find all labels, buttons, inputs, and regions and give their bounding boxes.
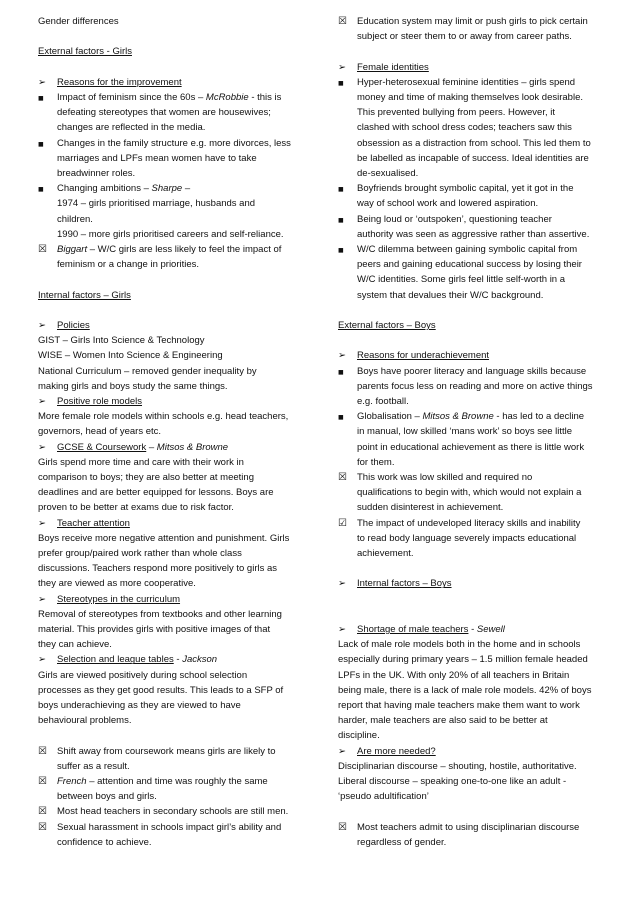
bullet-line: in manual, low skilled ‘mans work’ so boys see little <box>357 426 573 438</box>
bullet-item <box>38 318 308 333</box>
spacer <box>338 804 608 819</box>
arrow-bullet-icon: ➢ <box>38 396 46 408</box>
text-line: discussions. Teachers respond more positively to girls as <box>38 563 278 575</box>
square-bullet-icon: ■ <box>338 216 344 224</box>
spacer <box>338 592 608 607</box>
bullet-line: system that devalues their W/C background. <box>357 289 544 301</box>
bullet-line: achievement. <box>357 548 414 560</box>
bullet-item <box>38 820 308 850</box>
bullet-line: peers and gaining educational success by losing their <box>357 259 582 271</box>
cross-box-icon: ☒ <box>38 745 47 757</box>
section-heading: Internal factors – Girls <box>38 289 131 301</box>
bullet-line: Education system may limit or push girls to pick certain <box>357 16 588 27</box>
bullet-item <box>38 75 308 90</box>
bullet-item <box>338 242 608 303</box>
text-line: report that having male teachers make them want to work <box>338 700 580 712</box>
text-line: discipline. <box>338 730 380 742</box>
bullet-item <box>338 60 608 75</box>
bullet-line: Internal factors – Boys <box>357 578 452 590</box>
bullet-line: Impact of feminism since the 60s – McRobbie - this is <box>57 91 282 103</box>
bullet-item <box>338 409 608 470</box>
text-line: LPFs in the UK. With only 20% of all teachers in Britain <box>338 669 570 681</box>
bullet-line: Teacher attention <box>57 517 130 529</box>
bullet-line: qualifications to begin with, which would not explain a <box>357 487 582 499</box>
section-heading: External factors - Girls <box>38 46 132 58</box>
arrow-bullet-icon: ➢ <box>338 745 346 757</box>
text-line: harder, male teachers are also said to be better at <box>338 715 548 727</box>
square-bullet-icon: ■ <box>38 94 44 102</box>
bullet-line: de-sexualised. <box>357 168 419 180</box>
text-line: making girls and boys study the same things. <box>38 380 228 392</box>
bullet-line: Positive role models <box>57 396 143 408</box>
text-line: deadlines and are better equipped for lessons. Boys are <box>38 487 274 499</box>
bullet-line: Changing ambitions – Sharpe – <box>57 183 191 195</box>
spacer <box>38 303 308 318</box>
bullet-line: money and time of making themselves look desirable. <box>357 92 584 103</box>
bullet-item <box>38 440 308 455</box>
section-heading: External factors – Boys <box>338 320 436 332</box>
square-bullet-icon: ■ <box>38 140 44 148</box>
bullet-line: Shortage of male teachers - Sewell <box>357 624 505 636</box>
text-line: GIST – Girls Into Science & Technology <box>38 335 205 347</box>
bullet-line: for them. <box>357 456 395 468</box>
cross-box-icon: ☒ <box>338 472 347 484</box>
bullet-item <box>338 622 608 637</box>
square-bullet-icon: ■ <box>38 186 44 194</box>
bullet-line: Reasons for the improvement <box>57 76 182 88</box>
arrow-bullet-icon: ➢ <box>38 320 46 331</box>
bullet-item <box>38 181 308 242</box>
bullet-line: defeating stereotypes that women are housewives; <box>57 107 271 119</box>
square-bullet-icon: ■ <box>338 414 344 422</box>
bullet-item <box>338 212 608 242</box>
bullet-item <box>38 774 308 804</box>
bullet-line: parents focus less on reading and more on active things <box>357 380 593 392</box>
bullet-line: clashed with school dress codes; teachers saw this <box>357 122 572 134</box>
bullet-line: W/C dilemma between gaining symbolic capital from <box>357 244 578 256</box>
bullet-line: confidence to achieve. <box>57 836 152 848</box>
text-line: they are viewed as more cooperative. <box>38 578 196 590</box>
bullet-item <box>338 181 608 211</box>
bullet-line: Shift away from coursework means girls are likely to <box>57 745 276 757</box>
bullet-line: Are more needed? <box>357 745 436 757</box>
bullet-line: feminism or a change in priorities. <box>57 259 200 271</box>
bullet-line: subject or steer them to or away from career paths. <box>357 31 572 43</box>
bullet-line: Sexual harassment in schools impact girl’s ability and <box>57 821 282 833</box>
bullet-line: Being loud or ‘outspoken’, questioning teacher <box>357 213 552 225</box>
bullet-line: GCSE & Coursework – Mitsos & Browne <box>57 441 229 453</box>
bullet-item <box>338 364 608 410</box>
text-line: Removal of stereotypes from textbooks and other learning <box>38 608 282 620</box>
bullet-line: Policies <box>57 320 90 331</box>
text-line: Gender differences <box>38 16 119 27</box>
bullet-line: way of school work and lowered aspiration. <box>357 198 539 210</box>
left-column <box>38 14 308 850</box>
spacer <box>338 607 608 622</box>
bullet-line: authority was seen as aggressive rather than assertive. <box>357 228 590 240</box>
text-line: Lack of male role models both in the home and in schools <box>338 639 581 651</box>
text-line: material. This provides girls with positive images of that <box>38 624 271 636</box>
arrow-bullet-icon: ➢ <box>338 624 346 636</box>
bullet-line: Reasons for underachievement <box>357 350 490 362</box>
arrow-bullet-icon: ➢ <box>38 593 46 605</box>
text-line: More female role models within schools e.g. head teachers, <box>38 411 289 423</box>
text-line: processes as they get good results. This leads to a SFP of <box>38 684 284 696</box>
arrow-bullet-icon: ➢ <box>38 441 46 453</box>
arrow-bullet-icon: ➢ <box>338 61 346 73</box>
bullet-line: Boyfriends brought symbolic capital, yet it got in the <box>357 183 574 195</box>
spacer <box>338 561 608 576</box>
arrow-bullet-icon: ➢ <box>38 654 46 666</box>
bullet-item <box>38 652 308 667</box>
bullet-line: sudden disinterest in achievement. <box>357 502 504 514</box>
text-line: Girls spend more time and care with their work in <box>38 456 244 468</box>
bullet-line: Globalisation – Mitsos & Browne - has led to a decline <box>357 411 585 423</box>
bullet-line: point in educational achievement as there is little work <box>357 441 585 453</box>
bullet-item <box>38 136 308 182</box>
spacer <box>38 60 308 75</box>
text-line: Liberal discourse – speaking one-to-one like an adult - <box>338 776 567 788</box>
text-line: governors, head of years etc. <box>38 426 162 438</box>
spacer <box>338 303 608 318</box>
arrow-bullet-icon: ➢ <box>38 76 46 88</box>
text-line: National Curriculum – removed gender inequality by <box>38 365 257 377</box>
bullet-line: obsession as a distraction from school. This led them to <box>357 137 591 149</box>
cross-box-icon: ☒ <box>38 806 47 818</box>
bullet-item <box>38 394 308 409</box>
bullet-line: Hyper-heterosexual feminine identities – girls spend <box>357 76 576 88</box>
bullet-line: breadwinner roles. <box>57 168 136 179</box>
arrow-bullet-icon: ➢ <box>338 350 346 362</box>
bullet-line: Boys have poorer literacy and language skills because <box>357 365 587 377</box>
bullet-line: Female identities <box>357 61 429 73</box>
bullet-item <box>338 14 608 44</box>
square-bullet-icon: ■ <box>338 368 344 376</box>
cross-box-icon: ☒ <box>338 821 347 833</box>
bullet-item <box>338 744 608 759</box>
text-line: prefer group/paired work rather than whole class <box>38 548 242 560</box>
square-bullet-icon: ■ <box>338 79 344 87</box>
text-line: being male, there is a lack of male role models. 42% of boys <box>338 684 592 696</box>
bullet-line: This prevented bullying from peers. However, it <box>357 107 556 119</box>
bullet-line: French – attention and time was roughly the same <box>57 776 268 788</box>
text-line: ‘pseudo adultification’ <box>338 791 429 803</box>
bullet-item <box>338 820 608 850</box>
bullet-line: Stereotypes in the curriculum <box>57 593 181 605</box>
bullet-line: Most teachers admit to using disciplinarian discourse <box>357 821 580 833</box>
text-line: Boys receive more negative attention and punishment. Girls <box>38 532 290 544</box>
check-box-icon: ☑ <box>338 517 347 529</box>
square-bullet-icon: ■ <box>338 247 344 255</box>
cross-box-icon: ☒ <box>38 776 47 788</box>
bullet-line: regardless of gender. <box>357 836 447 848</box>
bullet-item <box>38 592 308 607</box>
bullet-line: between boys and girls. <box>57 791 157 803</box>
bullet-line: Changes in the family structure e.g. more divorces, less <box>57 137 291 149</box>
spacer <box>38 29 308 44</box>
bullet-item <box>338 576 608 591</box>
text-line: behavioural problems. <box>38 715 132 727</box>
spacer <box>38 272 308 287</box>
bullet-item <box>338 348 608 363</box>
bullet-line: children. <box>57 213 93 225</box>
cross-box-icon: ☒ <box>338 16 347 27</box>
bullet-line: be labelled as incapable of success. Ideal identities are <box>357 152 589 164</box>
bullet-item <box>38 90 308 136</box>
cross-box-icon: ☒ <box>38 821 47 833</box>
bullet-line: Most head teachers in secondary schools are still men. <box>57 806 289 818</box>
spacer <box>338 44 608 59</box>
text-line: Girls are viewed positively during school selection <box>38 669 248 681</box>
text-line: comparison to boys; they are also better at meeting <box>38 472 254 484</box>
bullet-line: changes are reflected in the media. <box>57 122 206 134</box>
bullet-line: marriages and LPFs mean women have to take <box>57 152 257 164</box>
right-column <box>338 14 608 850</box>
bullet-line: 1990 – more girls prioritised careers and self-reliance. <box>57 228 284 240</box>
bullet-item <box>38 804 308 819</box>
spacer <box>38 728 308 743</box>
arrow-bullet-icon: ➢ <box>38 517 46 529</box>
text-line: proven to be better at exams due to risk factor. <box>38 502 234 514</box>
text-line: boys underachieving as they are viewed to have <box>38 700 241 712</box>
bullet-line: 1974 – girls prioritised marriage, husbands and <box>57 198 256 210</box>
bullet-line: This work was low skilled and required no <box>357 472 533 484</box>
bullet-line: suffer as a result. <box>57 760 130 772</box>
text-line: they can achieve. <box>38 639 112 651</box>
text-line: especially during primary years – 1.5 million female headed <box>338 654 588 666</box>
bullet-item <box>338 516 608 562</box>
square-bullet-icon: ■ <box>338 186 344 194</box>
bullet-line: to read body language severely impacts educational <box>357 532 577 544</box>
bullet-line: Selection and league tables - Jackson <box>57 654 218 666</box>
bullet-item <box>338 470 608 516</box>
arrow-bullet-icon: ➢ <box>338 578 346 590</box>
bullet-item <box>38 516 308 531</box>
bullet-item <box>38 242 308 272</box>
cross-box-icon: ☒ <box>38 244 47 256</box>
text-line: WISE – Women Into Science & Engineering <box>38 350 223 362</box>
bullet-item <box>38 744 308 774</box>
text-line: Disciplinarian discourse – shouting, hostile, authoritative. <box>338 760 577 772</box>
bullet-line: W/C identities. Some girls feel little self-worth in a <box>357 274 566 286</box>
bullet-item <box>338 75 608 181</box>
bullet-line: Biggart – W/C girls are less likely to feel the impact of <box>57 244 282 256</box>
bullet-line: e.g. football. <box>357 396 409 408</box>
bullet-line: The impact of undeveloped literacy skills and inability <box>357 517 581 529</box>
spacer <box>338 333 608 348</box>
